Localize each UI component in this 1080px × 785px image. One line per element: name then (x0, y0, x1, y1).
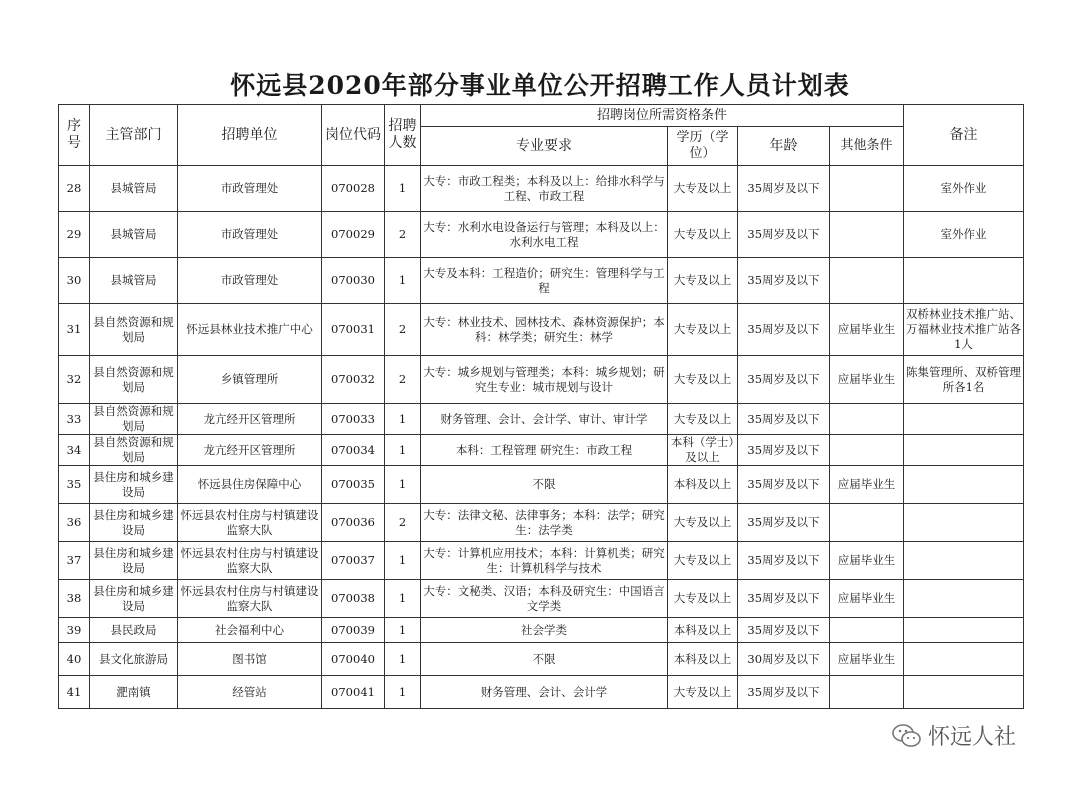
cell-unit: 市政管理处 (178, 258, 322, 304)
cell-other: 应届毕业生 (830, 356, 904, 404)
cell-major: 大专：文秘类、汉语；本科及研究生：中国语言文学类 (421, 580, 668, 618)
cell-seq: 38 (59, 580, 90, 618)
cell-unit: 市政管理处 (178, 166, 322, 212)
table-row (59, 212, 1024, 258)
cell-other (830, 258, 904, 304)
cell-count: 1 (385, 542, 421, 580)
cell-unit: 怀远县农村住房与村镇建设监察大队 (178, 580, 322, 618)
cell-unit: 市政管理处 (178, 212, 322, 258)
cell-code: 070033 (322, 404, 385, 435)
cell-note: 双桥林业技术推广站、万福林业技术推广站各1人 (904, 304, 1024, 356)
recruitment-plan-table (58, 104, 1024, 709)
cell-note (904, 435, 1024, 466)
cell-age: 35周岁及以下 (738, 542, 830, 580)
cell-count: 1 (385, 643, 421, 676)
cell-education: 大专及以上 (668, 404, 738, 435)
cell-education: 大专及以上 (668, 580, 738, 618)
cell-seq: 30 (59, 258, 90, 304)
table-row (59, 258, 1024, 304)
cell-age: 35周岁及以下 (738, 580, 830, 618)
cell-education: 大专及以上 (668, 356, 738, 404)
cell-other (830, 404, 904, 435)
cell-major: 大专及本科：工程造价；研究生：管理科学与工程 (421, 258, 668, 304)
cell-seq: 36 (59, 504, 90, 542)
cell-major: 大专：林业技术、园林技术、森林资源保护；本科：林学类；研究生：林学 (421, 304, 668, 356)
cell-note (904, 542, 1024, 580)
header-count: 招聘人数 (385, 105, 421, 166)
cell-code: 070035 (322, 466, 385, 504)
header-other: 其他条件 (830, 127, 904, 166)
cell-dept: 县住房和城乡建设局 (90, 466, 178, 504)
cell-age: 30周岁及以下 (738, 643, 830, 676)
cell-other: 应届毕业生 (830, 580, 904, 618)
cell-seq: 28 (59, 166, 90, 212)
cell-code: 070032 (322, 356, 385, 404)
table-row (59, 166, 1024, 212)
cell-code: 070039 (322, 618, 385, 643)
cell-unit: 怀远县农村住房与村镇建设监察大队 (178, 542, 322, 580)
page-title: 怀远县2020年部分事业单位公开招聘工作人员计划表 (230, 71, 850, 100)
cell-note (904, 404, 1024, 435)
cell-major: 不限 (421, 643, 668, 676)
cell-age: 35周岁及以下 (738, 504, 830, 542)
cell-seq: 33 (59, 404, 90, 435)
table-row (59, 676, 1024, 709)
cell-other (830, 504, 904, 542)
cell-other: 应届毕业生 (830, 542, 904, 580)
cell-major: 大专：法律文秘、法律事务；本科：法学；研究生：法学类 (421, 504, 668, 542)
cell-code: 070030 (322, 258, 385, 304)
cell-age: 35周岁及以下 (738, 466, 830, 504)
cell-seq: 39 (59, 618, 90, 643)
cell-other (830, 676, 904, 709)
cell-education: 本科及以上 (668, 643, 738, 676)
cell-note (904, 504, 1024, 542)
table-row (59, 304, 1024, 356)
cell-education: 大专及以上 (668, 676, 738, 709)
cell-code: 070041 (322, 676, 385, 709)
table-row (59, 542, 1024, 580)
cell-age: 35周岁及以下 (738, 258, 830, 304)
cell-note: 室外作业 (904, 166, 1024, 212)
cell-education: 大专及以上 (668, 166, 738, 212)
cell-seq: 34 (59, 435, 90, 466)
cell-education: 本科及以上 (668, 618, 738, 643)
cell-age: 35周岁及以下 (738, 212, 830, 258)
cell-unit: 社会福利中心 (178, 618, 322, 643)
table-row (59, 504, 1024, 542)
cell-age: 35周岁及以下 (738, 676, 830, 709)
cell-count: 1 (385, 435, 421, 466)
cell-age: 35周岁及以下 (738, 166, 830, 212)
cell-unit: 图书馆 (178, 643, 322, 676)
cell-dept: 县城管局 (90, 258, 178, 304)
cell-dept: 县自然资源和规划局 (90, 435, 178, 466)
cell-code: 070034 (322, 435, 385, 466)
cell-count: 2 (385, 504, 421, 542)
cell-count: 1 (385, 618, 421, 643)
cell-count: 1 (385, 580, 421, 618)
cell-dept: 县住房和城乡建设局 (90, 580, 178, 618)
cell-code: 070038 (322, 580, 385, 618)
header-education: 学历（学位） (668, 127, 738, 166)
cell-unit: 乡镇管理所 (178, 356, 322, 404)
cell-unit: 怀远县农村住房与村镇建设监察大队 (178, 504, 322, 542)
cell-code: 070037 (322, 542, 385, 580)
cell-major: 财务管理、会计、会计学、审计、审计学 (421, 404, 668, 435)
cell-seq: 35 (59, 466, 90, 504)
header-seq: 序号 (59, 105, 90, 166)
cell-note (904, 466, 1024, 504)
cell-count: 2 (385, 212, 421, 258)
cell-note (904, 643, 1024, 676)
cell-note: 陈集管理所、双桥管理所各1名 (904, 356, 1024, 404)
cell-age: 35周岁及以下 (738, 404, 830, 435)
header-code: 岗位代码 (322, 105, 385, 166)
cell-other (830, 618, 904, 643)
cell-major: 本科：工程管理 研究生：市政工程 (421, 435, 668, 466)
cell-seq: 41 (59, 676, 90, 709)
cell-note (904, 580, 1024, 618)
cell-education: 大专及以上 (668, 542, 738, 580)
cell-age: 35周岁及以下 (738, 618, 830, 643)
cell-seq: 31 (59, 304, 90, 356)
cell-dept: 淝南镇 (90, 676, 178, 709)
cell-count: 1 (385, 404, 421, 435)
cell-major: 不限 (421, 466, 668, 504)
cell-code: 070031 (322, 304, 385, 356)
cell-dept: 县住房和城乡建设局 (90, 542, 178, 580)
cell-unit: 龙亢经开区管理所 (178, 404, 322, 435)
cell-count: 2 (385, 356, 421, 404)
cell-code: 070036 (322, 504, 385, 542)
cell-unit: 经管站 (178, 676, 322, 709)
cell-code: 070028 (322, 166, 385, 212)
cell-age: 35周岁及以下 (738, 304, 830, 356)
cell-unit: 怀远县林业技术推广中心 (178, 304, 322, 356)
cell-other: 应届毕业生 (830, 466, 904, 504)
header-unit: 招聘单位 (178, 105, 322, 166)
header-note: 备注 (904, 105, 1024, 166)
cell-major: 财务管理、会计、会计学 (421, 676, 668, 709)
cell-education: 大专及以上 (668, 304, 738, 356)
cell-count: 2 (385, 304, 421, 356)
cell-major: 大专：水利水电设备运行与管理；本科及以上：水利水电工程 (421, 212, 668, 258)
table-row (59, 404, 1024, 435)
cell-count: 1 (385, 676, 421, 709)
cell-dept: 县文化旅游局 (90, 643, 178, 676)
cell-count: 1 (385, 166, 421, 212)
cell-education: 大专及以上 (668, 258, 738, 304)
table-row (59, 356, 1024, 404)
cell-education: 大专及以上 (668, 212, 738, 258)
table-row (59, 435, 1024, 466)
cell-seq: 40 (59, 643, 90, 676)
cell-other (830, 166, 904, 212)
watermark-text: 怀远人社 (928, 725, 1017, 750)
cell-major: 大专：市政工程类；本科及以上：给排水科学与工程、市政工程 (421, 166, 668, 212)
cell-age: 35周岁及以下 (738, 435, 830, 466)
cell-other (830, 212, 904, 258)
cell-major: 大专：计算机应用技术；本科：计算机类；研究生：计算机科学与技术 (421, 542, 668, 580)
cell-dept: 县城管局 (90, 166, 178, 212)
table-row (59, 466, 1024, 504)
table-row (59, 618, 1024, 643)
cell-note (904, 676, 1024, 709)
cell-code: 070029 (322, 212, 385, 258)
cell-dept: 县自然资源和规划局 (90, 404, 178, 435)
header-qualification-group: 招聘岗位所需资格条件 (421, 105, 904, 127)
cell-count: 1 (385, 466, 421, 504)
watermark (892, 720, 1016, 751)
header-age: 年龄 (738, 127, 830, 166)
cell-education: 大专及以上 (668, 504, 738, 542)
header-dept: 主管部门 (90, 105, 178, 166)
cell-count: 1 (385, 258, 421, 304)
cell-seq: 37 (59, 542, 90, 580)
cell-note (904, 258, 1024, 304)
cell-note: 室外作业 (904, 212, 1024, 258)
cell-unit: 龙亢经开区管理所 (178, 435, 322, 466)
table-row (59, 580, 1024, 618)
table-row (59, 643, 1024, 676)
header-major: 专业要求 (421, 127, 668, 166)
cell-major: 大专：城乡规划与管理类；本科：城乡规划；研究生专业：城市规划与设计 (421, 356, 668, 404)
cell-note (904, 618, 1024, 643)
cell-code: 070040 (322, 643, 385, 676)
cell-unit: 怀远县住房保障中心 (178, 466, 322, 504)
cell-seq: 29 (59, 212, 90, 258)
cell-other (830, 435, 904, 466)
cell-age: 35周岁及以下 (738, 356, 830, 404)
cell-other: 应届毕业生 (830, 304, 904, 356)
cell-dept: 县民政局 (90, 618, 178, 643)
cell-dept: 县自然资源和规划局 (90, 356, 178, 404)
cell-education: 本科及以上 (668, 466, 738, 504)
cell-major: 社会学类 (421, 618, 668, 643)
table-body (59, 166, 1024, 709)
cell-other: 应届毕业生 (830, 643, 904, 676)
cell-dept: 县城管局 (90, 212, 178, 258)
cell-seq: 32 (59, 356, 90, 404)
cell-dept: 县住房和城乡建设局 (90, 504, 178, 542)
cell-education: 本科（学士）及以上 (668, 435, 738, 466)
cell-dept: 县自然资源和规划局 (90, 304, 178, 356)
wechat-icon (892, 723, 922, 749)
